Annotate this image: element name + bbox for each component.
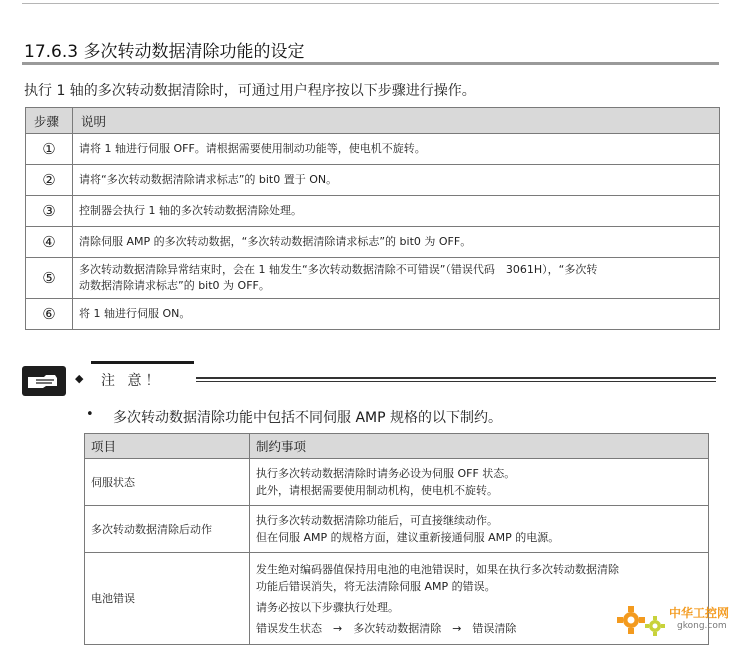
limit-restriction-line: 执行多次转动数据清除时请务必设为伺服 OFF 状态。 [256, 467, 516, 480]
limit-restriction-line: 功能后错误消失，将无法清除伺服 AMP 的错误。 [256, 579, 496, 593]
step-number: ① [26, 134, 73, 165]
limits-header-restriction: 制约事项 [250, 434, 709, 459]
limits-header-item: 项目 [85, 434, 250, 459]
watermark-url: gkong.com [677, 621, 727, 631]
step-description [73, 258, 720, 299]
step-description-line: 将 1 轴进行伺服 ON。 [79, 307, 191, 320]
watermark-logo [613, 596, 745, 644]
limit-item: 电池错误 [85, 553, 250, 645]
bullet-text: 多次转动数据清除功能中包括不同伺服 AMP 规格的以下制约。 [113, 410, 502, 426]
table-row [26, 196, 720, 227]
gear-icon [613, 596, 673, 644]
table-row [85, 459, 709, 506]
step-number: ⑤ [26, 258, 73, 299]
table-row [26, 299, 720, 330]
step-description-line: 多次转动数据清除异常结束时，会在 1 轴发生“多次转动数据清除不可错误”（错误代码 3061H），“多次转 [79, 263, 598, 276]
step-description-line: 清除伺服 AMP 的多次转动数据，“多次转动数据清除请求标志”的 bit0 为 OFF。 [79, 235, 472, 248]
limit-restriction-line: 发生绝对编码器值保持用电池的电池错误时，如果在执行多次转动数据清除 [256, 562, 619, 576]
intro-text: 执行 1 轴的多次转动数据清除时，可通过用户程序按以下步骤进行操作。 [24, 83, 476, 99]
steps-table [25, 107, 720, 330]
limit-restriction [250, 459, 709, 506]
limit-restriction-line: 错误发生状态 → 多次转动数据清除 → 错误清除 [256, 621, 517, 635]
table-row [26, 227, 720, 258]
table-row [26, 134, 720, 165]
note-top-bar [91, 361, 194, 364]
steps-header-description: 说明 [73, 108, 720, 134]
section-title: 17.6.3 多次转动数据清除功能的设定 [24, 42, 305, 62]
step-number: ⑥ [26, 299, 73, 330]
step-description-line: 动数据清除请求标志”的 bit0 为 OFF。 [79, 279, 270, 292]
section-title-underline [22, 62, 719, 65]
step-number: ② [26, 165, 73, 196]
note-divider-thin [196, 381, 716, 382]
step-number: ④ [26, 227, 73, 258]
table-row [26, 165, 720, 196]
pointing-hand-icon [22, 366, 66, 396]
note-label: 注 意！ [101, 373, 164, 389]
step-description-line: 请将 1 轴进行伺服 OFF。请根据需要使用制动功能等，使电机不旋转。 [79, 142, 426, 155]
step-description-line: 请将“多次转动数据清除请求标志”的 bit0 置于 ON。 [79, 173, 338, 186]
step-description [73, 227, 720, 258]
bullet-dot: • [86, 407, 94, 422]
step-description [73, 299, 720, 330]
step-description-line: 控制器会执行 1 轴的多次转动数据清除处理。 [79, 204, 302, 217]
limit-restriction [250, 506, 709, 553]
steps-table-header-row [26, 108, 720, 134]
step-number: ③ [26, 196, 73, 227]
limits-table-header-row [85, 434, 709, 459]
step-description [73, 196, 720, 227]
note-divider-thick [196, 377, 716, 379]
table-row [85, 506, 709, 553]
limit-restriction-line: 此外，请根据需要使用制动机构，使电机不旋转。 [256, 484, 498, 497]
table-row [26, 258, 720, 299]
limit-restriction-line: 执行多次转动数据清除功能后，可直接继续动作。 [256, 514, 498, 527]
limit-item: 伺服状态 [85, 459, 250, 506]
limit-restriction-line: 请务必按以下步骤执行处理。 [256, 600, 399, 614]
steps-table-body [26, 134, 720, 330]
step-description [73, 134, 720, 165]
note-bullet-icon: ◆ [75, 372, 84, 385]
limit-restriction-line: 但在伺服 AMP 的规格方面，建议重新接通伺服 AMP 的电源。 [256, 531, 560, 544]
watermark-text: 中华工控网 [669, 606, 730, 620]
top-rule [22, 3, 719, 4]
step-description [73, 165, 720, 196]
limit-item: 多次转动数据清除后动作 [85, 506, 250, 553]
steps-header-step: 步骤 [26, 108, 73, 134]
